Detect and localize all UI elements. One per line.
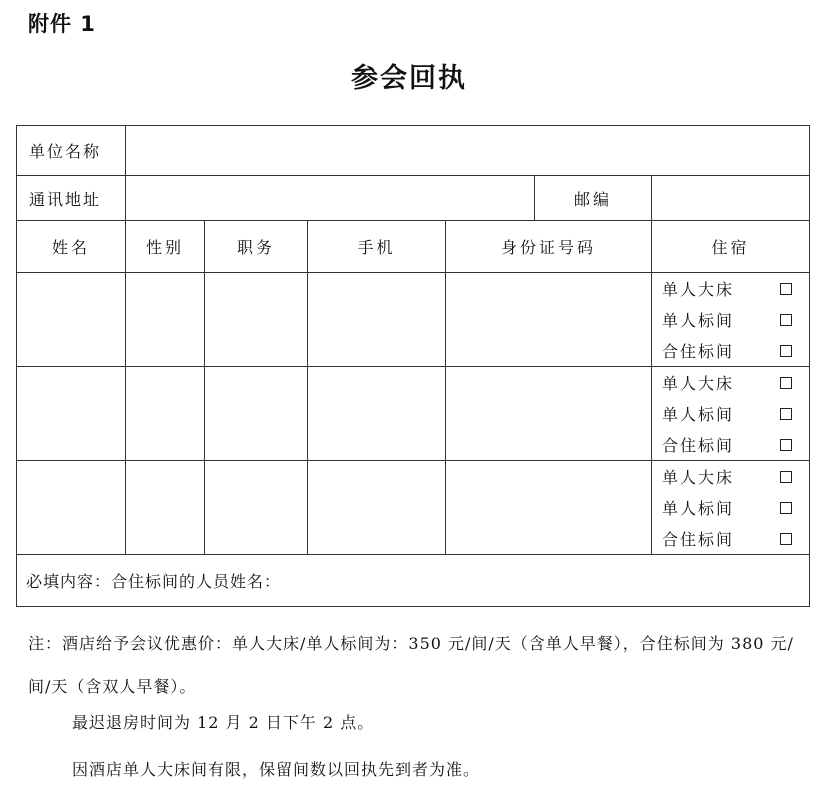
lodging-cell [652, 461, 810, 555]
required-names-label: 必填内容：合住标间的人员姓名： [26, 572, 282, 591]
option-label: 合住标间 [662, 530, 735, 549]
position-cell[interactable] [205, 461, 308, 555]
id-number-cell[interactable] [446, 461, 652, 555]
lodging-option-single-bed[interactable] [652, 367, 809, 398]
gender-cell[interactable] [126, 273, 205, 367]
checkbox-icon[interactable] [780, 502, 792, 514]
lodging-option-shared-standard[interactable] [652, 335, 809, 366]
name-cell[interactable] [17, 273, 126, 367]
attendee-row [17, 273, 810, 367]
lodging-option-shared-standard[interactable] [652, 429, 809, 460]
id-number-cell[interactable] [446, 273, 652, 367]
lodging-cell [652, 273, 810, 367]
gender-cell[interactable] [126, 367, 205, 461]
phone-cell[interactable] [308, 461, 446, 555]
address-field[interactable] [126, 176, 535, 221]
header-position: 职务 [205, 221, 308, 273]
option-label: 单人标间 [662, 311, 735, 330]
header-lodging: 住宿 [652, 221, 810, 273]
attendee-row [17, 367, 810, 461]
phone-cell[interactable] [308, 273, 446, 367]
unit-name-label: 单位名称 [17, 126, 126, 176]
lodging-option-shared-standard[interactable] [652, 523, 809, 554]
lodging-option-single-bed[interactable] [652, 273, 809, 304]
required-names-field[interactable] [17, 555, 810, 607]
checkbox-icon[interactable] [780, 533, 792, 545]
reply-form-table [16, 125, 810, 607]
option-label: 单人大床 [662, 280, 735, 299]
option-label: 单人大床 [662, 468, 735, 487]
position-cell[interactable] [205, 367, 308, 461]
name-cell[interactable] [17, 367, 126, 461]
header-gender: 性别 [126, 221, 205, 273]
page-title: 参会回执 [351, 63, 467, 94]
phone-cell[interactable] [308, 367, 446, 461]
lodging-option-single-standard[interactable] [652, 492, 809, 523]
checkbox-icon[interactable] [780, 377, 792, 389]
notes-section [28, 622, 808, 779]
checkbox-icon[interactable] [780, 471, 792, 483]
unit-name-field[interactable] [126, 126, 810, 176]
header-name: 姓名 [17, 221, 126, 273]
checkbox-icon[interactable] [780, 283, 792, 295]
lodging-cell [652, 367, 810, 461]
id-number-cell[interactable] [446, 367, 652, 461]
checkbox-icon[interactable] [780, 439, 792, 451]
option-label: 单人标间 [662, 499, 735, 518]
option-label: 单人标间 [662, 405, 735, 424]
checkbox-icon[interactable] [780, 345, 792, 357]
lodging-option-single-bed[interactable] [652, 461, 809, 492]
header-phone: 手机 [308, 221, 446, 273]
checkbox-icon[interactable] [780, 314, 792, 326]
gender-cell[interactable] [126, 461, 205, 555]
postcode-field[interactable] [652, 176, 810, 221]
header-id-number: 身份证号码 [446, 221, 652, 273]
attachment-label: 附件 1 [28, 12, 96, 36]
room-availability-note: 因酒店单人大床间有限，保留间数以回执先到者为准。 [72, 760, 481, 779]
address-label: 通讯地址 [17, 176, 126, 221]
price-note: 注：酒店给予会议优惠价：单人大床/单人标间为：350 元/间/天（含单人早餐），合住标间为 380 元/间/天（含双人早餐）。 [28, 634, 794, 696]
position-cell[interactable] [205, 273, 308, 367]
attendee-row [17, 461, 810, 555]
lodging-option-single-standard[interactable] [652, 398, 809, 429]
option-label: 单人大床 [662, 374, 735, 393]
name-cell[interactable] [17, 461, 126, 555]
option-label: 合住标间 [662, 342, 735, 361]
postcode-label: 邮编 [535, 176, 652, 221]
checkbox-icon[interactable] [780, 408, 792, 420]
lodging-option-single-standard[interactable] [652, 304, 809, 335]
option-label: 合住标间 [662, 436, 735, 455]
checkout-note: 最迟退房时间为 12 月 2 日下午 2 点。 [72, 713, 375, 732]
